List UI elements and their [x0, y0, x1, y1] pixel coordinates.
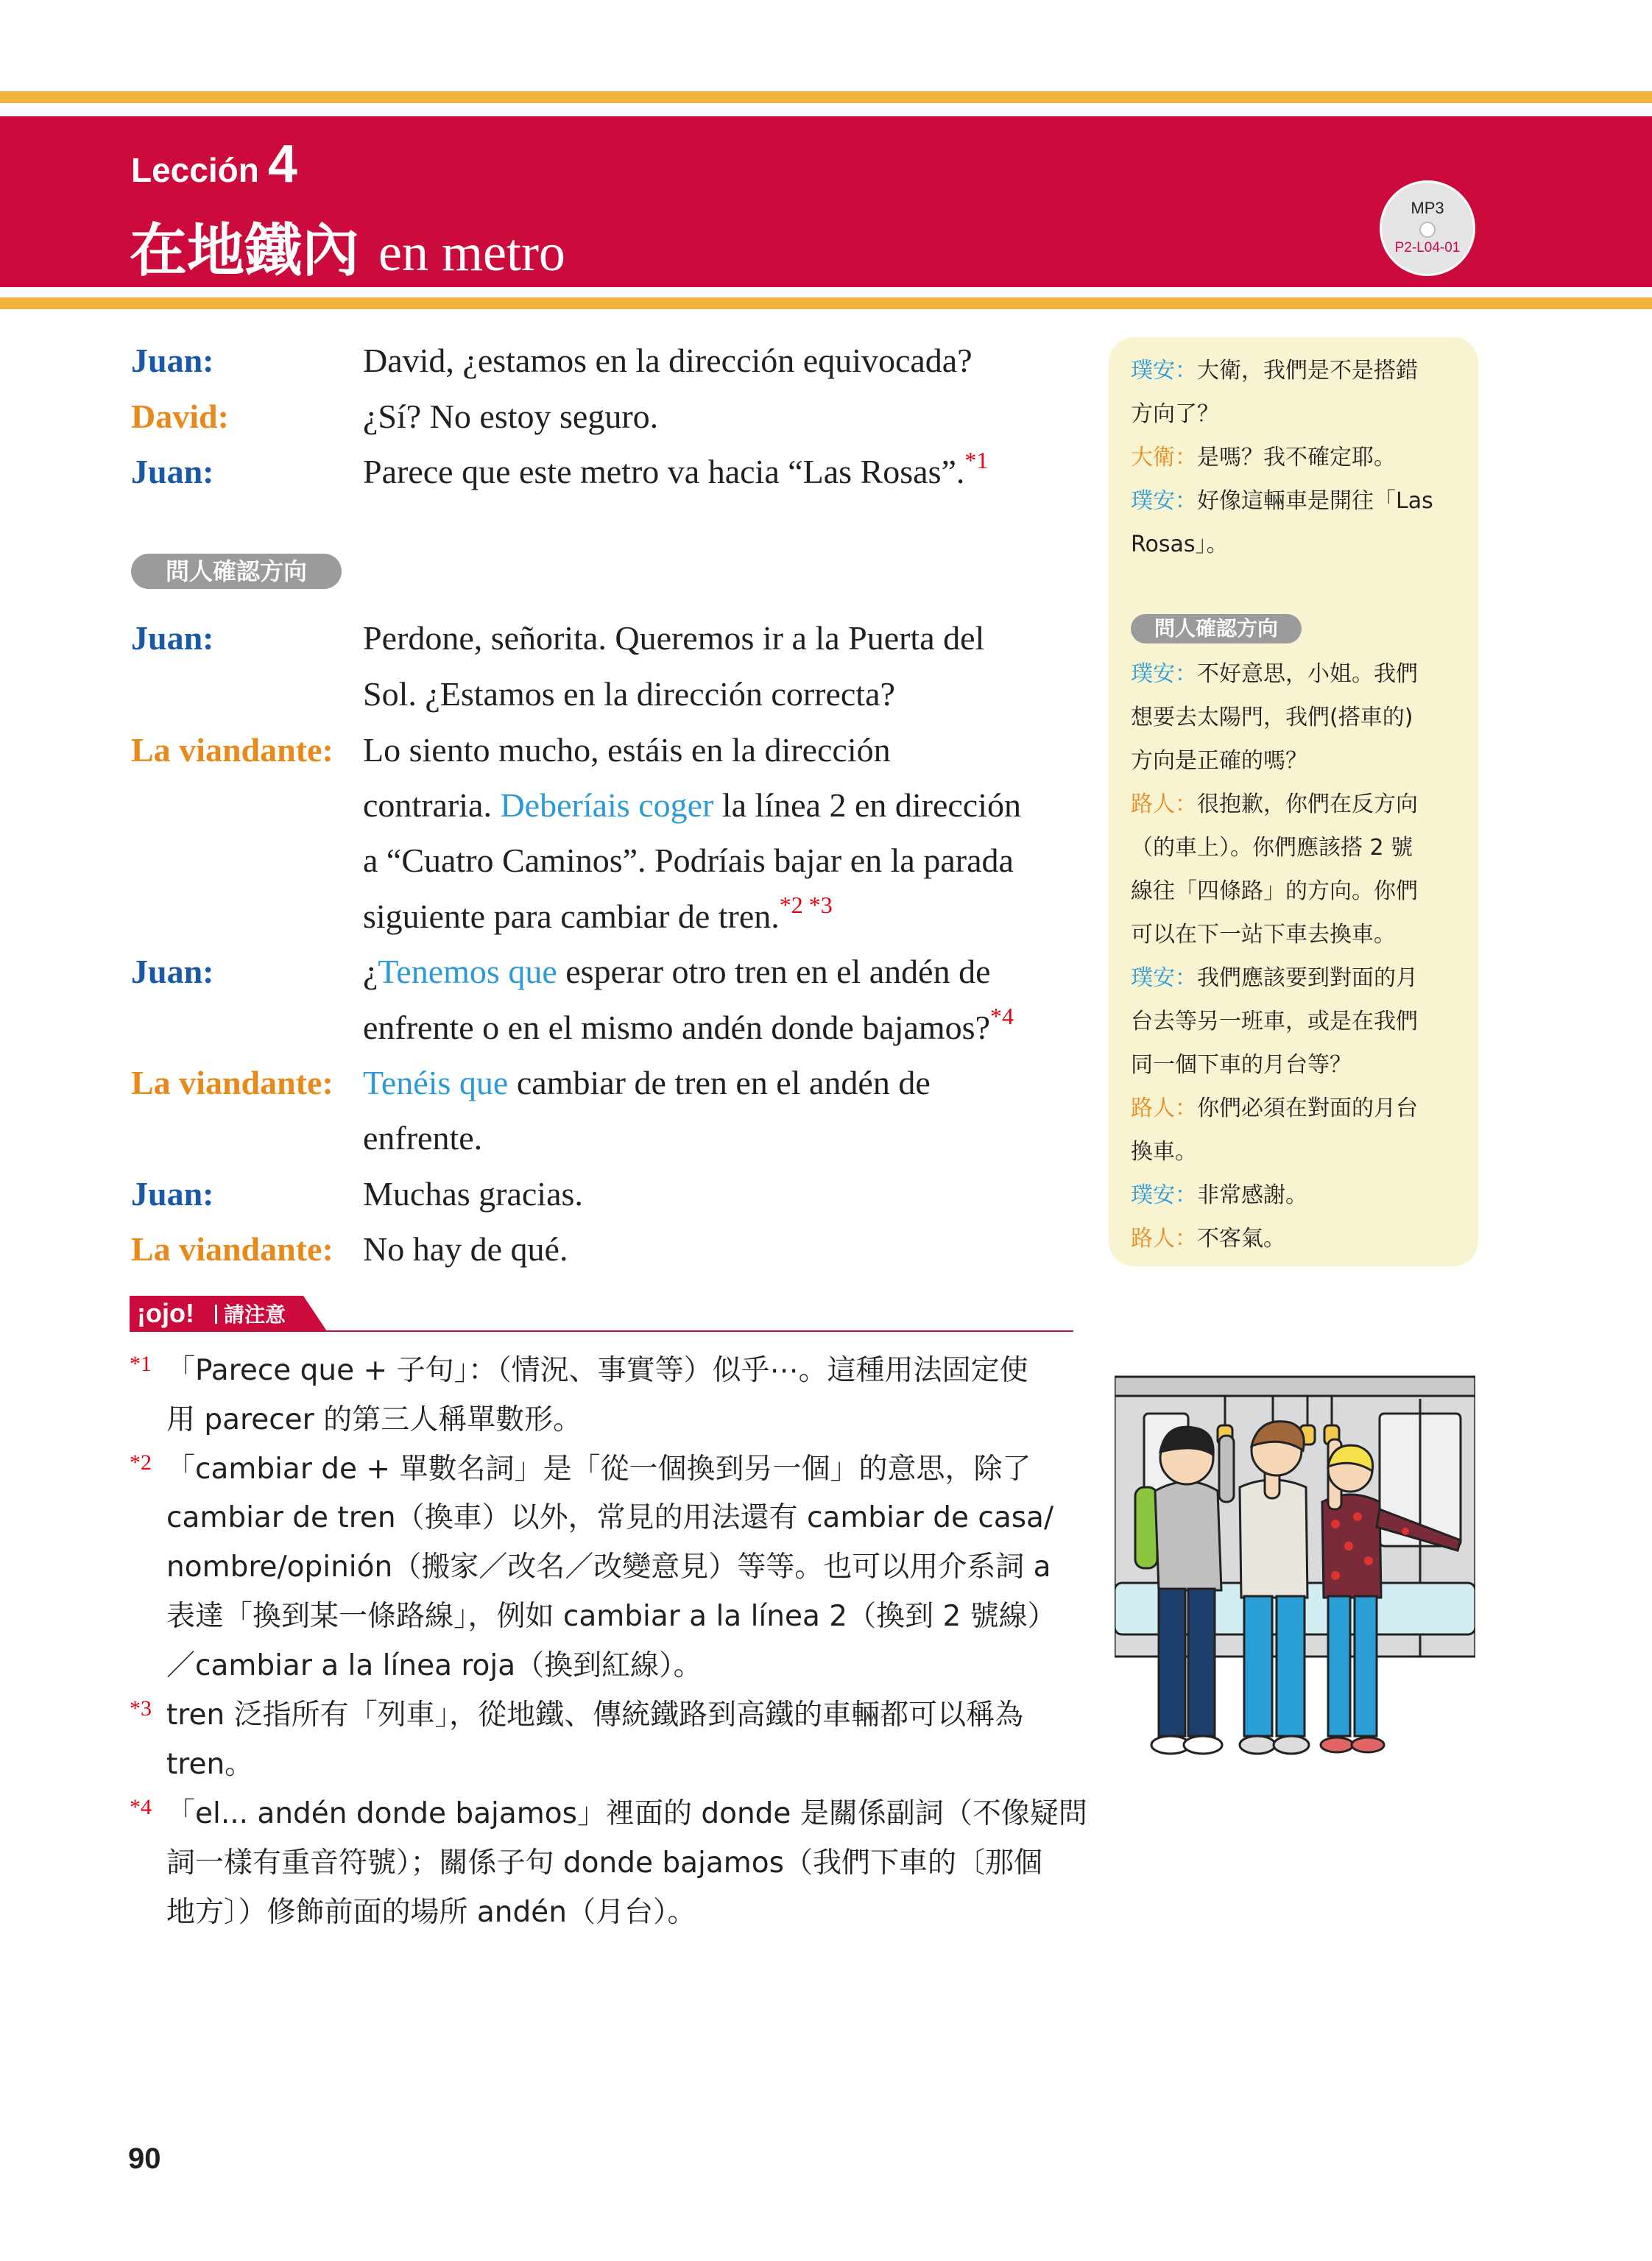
- dialogue-line: enfrente o en el mismo andén donde bajamos?$^{*4}$: [363, 1003, 1014, 1046]
- speaker-juan: Juan:: [131, 953, 214, 990]
- dialogue-line: Lo siento mucho, estáis en la dirección: [363, 731, 891, 769]
- translation-line: 可以在下一站下車去換車。: [1131, 922, 1396, 948]
- speaker-juan: Juan:: [131, 342, 214, 379]
- translation-line: 路人：很抱歉，你們在反方向: [1131, 791, 1418, 817]
- lesson-label: Lección: [131, 151, 259, 189]
- lesson-title-chinese: 在地鐵內: [130, 218, 360, 284]
- note-line: cambiar de tren（換車）以外，常見的用法還有 cambiar de casa/: [166, 1501, 1054, 1534]
- note-line: tren 泛指所有「列車」，從地鐵、傳統鐵路到高鐵的車輛都可以稱為: [166, 1699, 1024, 1732]
- note-line: 表達「換到某一條路線」，例如 cambiar a la línea 2（換到 2 號線）: [166, 1600, 1056, 1633]
- dialogue-line: ¿Sí? No estoy seguro.: [363, 398, 659, 435]
- footnote-mark: *4: [990, 1003, 1014, 1029]
- header-top-stripe: [0, 91, 1652, 103]
- note-line: nombre/opinión（搬家／改名／改變意見）等等。也可以用介系詞 a: [166, 1551, 1051, 1584]
- footnote-number: *3: [130, 1696, 152, 1721]
- speaker-juan: Juan:: [131, 1175, 214, 1213]
- translation-panel: [1109, 337, 1478, 1266]
- note-line: 「Parece que + 子句」：（情況、事實等）似乎⋯。這種用法固定使: [166, 1354, 1028, 1387]
- dialogue-line: Muchas gracias.: [363, 1175, 583, 1213]
- ojo-sublabel: 請注意: [224, 1302, 286, 1327]
- dialogue-line: No hay de qué.: [363, 1230, 568, 1268]
- speaker-viandante: La viandante:: [131, 1064, 333, 1101]
- translation-line: 換車。: [1131, 1139, 1197, 1165]
- dialogue-line: Parece que este metro va hacia “Las Rosas”.$^{*1}$: [363, 447, 989, 490]
- dialogue-line: Sol. ¿Estamos en la dirección correcta?: [363, 675, 895, 713]
- dialogue-line: a “Cuatro Caminos”. Podríais bajar en la parada: [363, 842, 1014, 879]
- topic-label: 問人確認方向: [131, 554, 342, 589]
- translation-line: 璞安：我們應該要到對面的月: [1131, 965, 1418, 991]
- dialogue-line: contraria. Deberíais coger la línea 2 en dirección: [363, 786, 1021, 824]
- highlighted-phrase: Tenemos que: [378, 953, 557, 990]
- disc-hole-icon: [1419, 222, 1436, 238]
- translation-line: 璞安：好像這輛車是開往「Las: [1131, 488, 1433, 514]
- note-line: 「el... andén donde bajamos」裡面的 donde 是關係副詞（不像疑問: [166, 1797, 1087, 1830]
- note-line: 詞一樣有重音符號）；關係子句 donde bajamos（我們下車的〔那個: [166, 1846, 1042, 1880]
- translation-line: 璞安：不好意思，小姐。我們: [1131, 661, 1418, 687]
- highlighted-phrase: Deberíais coger: [500, 786, 714, 824]
- speaker-david: David:: [131, 398, 229, 435]
- dialogue-line: siguiente para cambiar de tren.$^{*2 *3}$: [363, 892, 833, 935]
- lesson-number-heading: [131, 134, 297, 194]
- ojo-rule: [130, 1330, 1073, 1332]
- translation-line: 方向是正確的嗎？: [1131, 748, 1307, 774]
- metro-passengers-illustration: [1115, 1369, 1475, 1767]
- lesson-title: [130, 205, 565, 287]
- translation-line: 同一個下車的月台等？: [1131, 1052, 1352, 1078]
- speaker-viandante: La viandante:: [131, 731, 333, 769]
- header-bottom-stripe: [0, 297, 1652, 309]
- translation-line: 台去等另一班車，或是在我們: [1131, 1009, 1418, 1034]
- translation-line: 大衛：是嗎？我不確定耶。: [1131, 445, 1396, 470]
- translation-line: Rosas」。: [1131, 532, 1229, 557]
- footnote-number: *1: [130, 1352, 152, 1376]
- note-line: 用 parecer 的第三人稱單數形。: [166, 1403, 582, 1436]
- dialogue-line: Tenéis que cambiar de tren en el andén de: [363, 1064, 931, 1101]
- dialogue-line: ¿Tenemos que esperar otro tren en el andén de: [363, 953, 991, 990]
- ojo-notes-tag: [130, 1296, 327, 1331]
- highlighted-phrase: Tenéis que: [363, 1064, 509, 1101]
- translation-line: 線往「四條路」的方向。你們: [1131, 878, 1418, 904]
- footnote-mark: *1: [964, 447, 989, 473]
- speaker-juan: Juan:: [131, 453, 214, 490]
- translation-line: 路人：不客氣。: [1131, 1226, 1285, 1252]
- translation-line: 方向了？: [1131, 401, 1219, 427]
- note-line: ／cambiar a la línea roja（換到紅線）。: [166, 1649, 702, 1682]
- dialogue-line: David, ¿estamos en la dirección equivocada?: [363, 342, 973, 379]
- footnote-number: *2: [130, 1450, 152, 1475]
- translation-line: （的車上）。你們應該搭 2 號: [1131, 835, 1413, 861]
- translation-line: 璞安：大衛，我們是不是搭錯: [1131, 358, 1418, 384]
- lesson-title-spanish: en metro: [378, 223, 565, 282]
- dialogue-line: enfrente.: [363, 1119, 483, 1157]
- footnote-number: *4: [130, 1795, 152, 1819]
- ojo-divider: [215, 1305, 217, 1324]
- translation-line: 路人：你們必須在對面的月台: [1131, 1096, 1418, 1121]
- mp3-track-code: P2-L04-01: [1394, 240, 1461, 255]
- note-line: 地方〕）修飾前面的場所 andén（月台）。: [166, 1896, 696, 1929]
- mp3-label: MP3: [1411, 199, 1444, 217]
- speaker-juan: Juan:: [131, 619, 214, 657]
- translation-line: 想要去太陽門，我們(搭車的): [1131, 705, 1413, 730]
- page-number: 90: [128, 2142, 161, 2175]
- lesson-number: 4: [267, 135, 297, 194]
- speaker-viandante: La viandante:: [131, 1230, 333, 1268]
- translation-line: 璞安：非常感謝。: [1131, 1182, 1307, 1208]
- note-line: tren。: [166, 1748, 254, 1781]
- note-line: 「cambiar de + 單數名詞」是「從一個換到另一個」的意思，除了: [166, 1453, 1031, 1486]
- dialogue-line: Perdone, señorita. Queremos ir a la Puerta del: [363, 619, 985, 657]
- topic-label: 問人確認方向: [1131, 614, 1302, 643]
- ojo-label: ¡ojo!: [137, 1298, 194, 1328]
- mp3-audio-disc-icon[interactable]: [1380, 180, 1475, 276]
- footnote-marks: *2 *3: [779, 892, 833, 918]
